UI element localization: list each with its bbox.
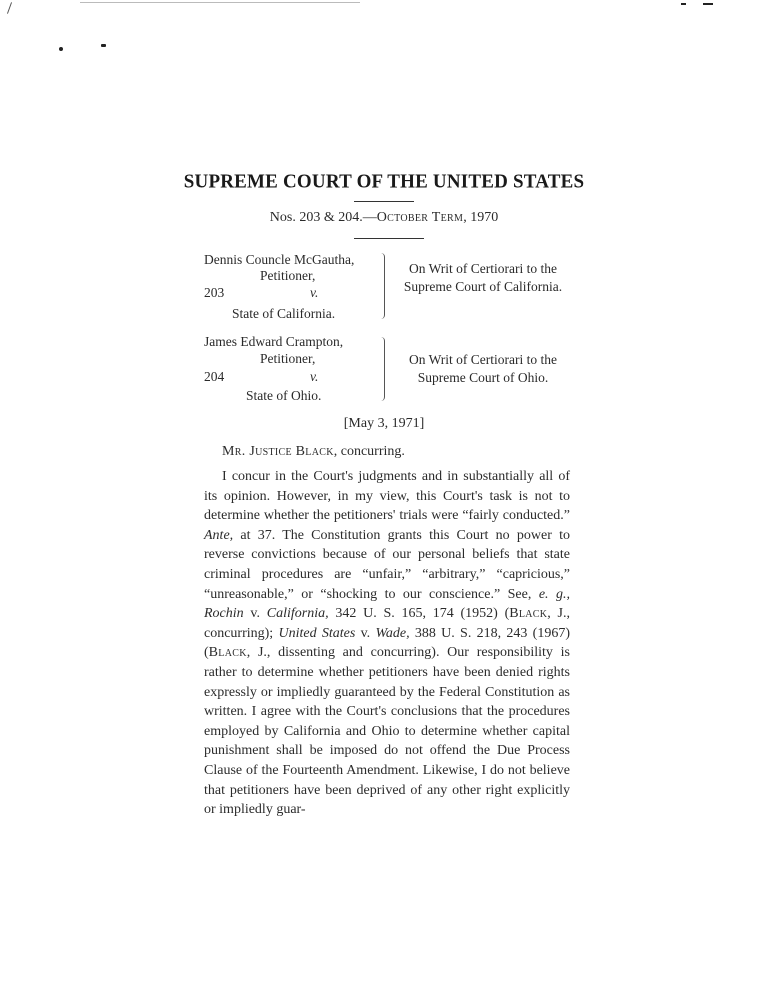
case-number: 204 <box>204 369 225 384</box>
court-title: SUPREME COURT OF THE UNITED STATES <box>183 170 585 193</box>
petitioner-role: Petitioner, <box>260 268 316 283</box>
text-run: v. <box>243 606 267 622</box>
docket-numbers: Nos. 203 & 204.— <box>269 210 377 225</box>
case-brace <box>378 253 385 319</box>
versus: v. <box>310 285 319 300</box>
scan-speck <box>7 2 12 14</box>
opinion-paragraph <box>204 467 570 820</box>
term-label: October Term <box>376 210 464 225</box>
text-run: 342 U. S. 165, 174 (1952) ( <box>328 606 510 622</box>
petitioner-role: Petitioner, <box>260 351 316 366</box>
justice-ref: Black <box>509 606 548 622</box>
scan-speck <box>681 3 686 5</box>
docket-line <box>0 210 768 226</box>
text-run: , J., dissenting and concurring). Our responsibility is rather to determine whether petitioners have been denied rights expressly or impliedly guaranteed by the Federal Constitution as written. I agree with the Court's conclusions that the procedures employed by California and Ohio to determine whether capital punishment shall be imposed do not offend the Due Process Clause of the Fourteenth Amendment. Likewise, I do not believe that petitioners have been deprived of any other right explicitly or impliedly guar- <box>204 645 570 818</box>
case-block-203 <box>204 251 584 323</box>
justice-role: , concurring. <box>333 444 405 459</box>
text-run: v. <box>355 625 376 641</box>
docket-rule <box>354 238 424 239</box>
case-block-204 <box>204 333 584 403</box>
justice-line <box>222 444 405 460</box>
respondent-name: State of California. <box>232 306 336 321</box>
case-number: 203 <box>204 285 225 300</box>
respondent-name: State of Ohio. <box>246 388 322 403</box>
title-rule <box>354 201 414 202</box>
petitioner-name: Dennis Councle McGautha, <box>204 252 355 267</box>
term-year: , 1970 <box>463 210 499 225</box>
scan-speck <box>703 3 713 5</box>
justice-ref: Black <box>208 645 247 661</box>
case-name-wade: Wade, <box>375 625 410 641</box>
writ-text: On Writ of Certiorari to the Supreme Court of Ohio. <box>408 352 558 385</box>
case-brace <box>378 337 385 401</box>
signal-eg: e. g., <box>538 586 570 602</box>
case-name-rochin: Rochin <box>204 606 244 622</box>
scan-speck <box>101 44 106 47</box>
text-run: , J., concurring); <box>204 606 570 641</box>
petitioner-name: James Edward Crampton, <box>204 334 344 349</box>
versus: v. <box>310 369 319 384</box>
citation-ante: Ante, <box>204 527 234 543</box>
text-run: 388 U. S. 218, 243 (1967) ( <box>204 625 570 661</box>
case-name-california: California, <box>266 606 329 622</box>
text-run: at 37. The Constitution grants this Court no power to reverse convictions because of our personal beliefs that state criminal procedures are “unfair,” “arbitrary,” “capricious,” “unreasonable,” or “shocking to our conscience.” See, <box>204 527 570 602</box>
writ-text: On Writ of Certiorari to the Supreme Court of California. <box>403 261 563 294</box>
text-run: I concur in the Court's judgments and in substantially all of its opinion. However, in my view, this Court's task is not to determine whether the petitioners' trials were “fairly conducted.” <box>204 469 570 524</box>
justice-name: Mr. Justice Black <box>222 444 334 459</box>
decision-date: [May 3, 1971] <box>343 416 425 431</box>
case-name-united-states: United States <box>278 625 356 641</box>
scan-edge-line <box>80 2 360 3</box>
scan-speck <box>59 47 63 51</box>
